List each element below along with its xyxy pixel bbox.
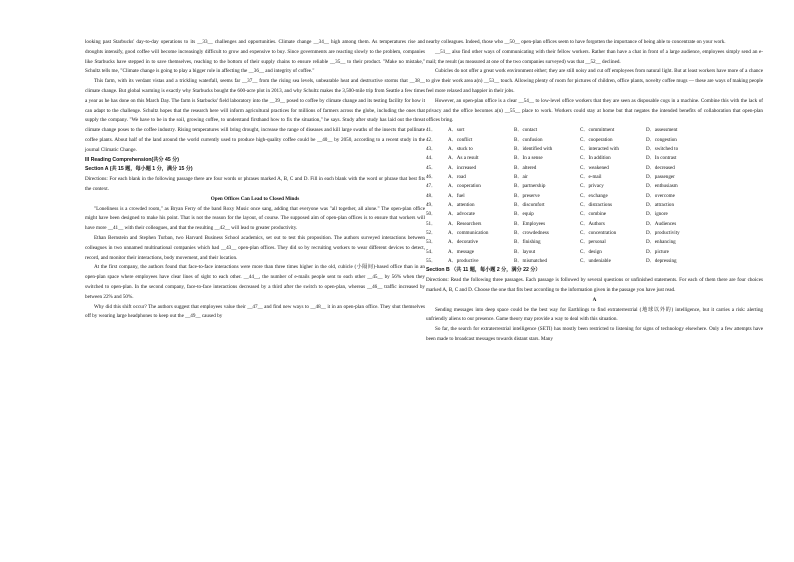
passage-paragraph: Cubicles do not offer a great work environment either; they are still noisy and cut off employees from natural light. But at least workers have more of a chance to give their work area a(n) __53__ touch. Allowing plenty of room for pictures of children, office plants, novelty coffee mugs — these are ways of making people feel more relaxed and happier in their jobs.: [426, 68, 763, 94]
option-c: C．cooperation: [580, 136, 613, 143]
option-row: [426, 173, 763, 182]
option-d: D．Audiences: [646, 220, 677, 227]
question-number: 53．: [426, 239, 437, 246]
passage-title: Open Offices Can Lead to Closed Minds: [210, 195, 300, 202]
question-number: 49．: [426, 201, 437, 208]
options-table: [426, 126, 763, 266]
question-number: 48．: [426, 192, 437, 199]
option-b: B．In a sense: [514, 155, 543, 162]
passage-paragraph: This farm, with its verdant vistas and a trickling waterfall, seems far __37__ from the rising sea levels, unbearable heat and destructive storms that __38__ climate change. But global warming is exactly why Starbucks bought the 600-acre plot in 2013, and why Schultz makes the 3,500-mile trip from Seattle a few times a year as he has done on this March Day. The farm is Starbucks' field laboratory into the __39__ posed to coffee by climate change and its testing facility for how it can adapt to the challenge. Schultz hopes that the research here will inform agricultural practices for millions of farmers across the globe, including the ones that supply the company. "We have to be in the soil, growing coffee, to understand firsthand how to fix the situation," he says. Study after study has laid out the threat climate change poses to the coffee industry. Rising temperatures will bring drought, increase the range of diseases and kill large swaths of the insects that pollinate coffee plants. About half of the land around the world currently used to produce high-quality coffee could be __40__ by 2050, according to a recent study in the journal Climatic Change.: [85, 78, 425, 153]
option-d: D．In contrast: [646, 155, 677, 162]
option-row: [426, 201, 763, 210]
option-d: D．enthusiasm: [646, 183, 678, 190]
option-c: C．exchange: [580, 192, 608, 199]
option-d: D．switched to: [646, 145, 679, 152]
option-row: [426, 229, 763, 238]
passage-paragraph: Sending messages into deep space could be the best way for Earthlings to find extraterrestrial (地球以外的) intelligence, but it carries a risk: alerting unfriendly aliens to our presence. Game theory may provide a way to deal with this situation.: [426, 306, 763, 323]
option-d: D．productivity: [646, 229, 680, 236]
left-column: [85, 38, 425, 322]
option-row: [426, 154, 763, 163]
option-b: B．confusion: [514, 136, 543, 143]
option-d: D．enhancing: [646, 239, 676, 246]
option-c: C．undeniable: [580, 257, 611, 264]
option-a: A．communication: [448, 229, 489, 236]
option-b: B．partnership: [514, 183, 546, 190]
option-a: A．advocate: [448, 211, 475, 218]
question-number: 55．: [426, 257, 437, 264]
option-c: C．distractions: [580, 201, 612, 208]
directions-text: Directions: Read the following three passages. Each passage is followed by several questions or unfinished statements. For each of them there are four choices marked A, B, C and D. Choose the one that fits best according to the information given in the passage you have just read.: [426, 277, 763, 293]
passage-paragraph: At the first company, the authors found that face-to-face interactions were more than three times higher in the old, cubicle (小隔间)-based office than in an open-plan space where employees have clear lines of sight to each other. __44__, the number of e-mails people sent to each other __45__ by 56% when they switched to open-plan. In the second company, face-to-face interactions decreased by a third after the switch to open-plan, whereas __46__ traffic increased by between 22% and 50%.: [85, 264, 425, 300]
option-b: B．equip: [514, 211, 534, 218]
option-d: D．congestion: [646, 136, 677, 143]
option-row: [426, 136, 763, 145]
option-a: A．productive: [448, 257, 479, 264]
passage-paragraph: looking past Starbucks' day-to-day operations to its __33__ challenges and opportunities. Climate change __34__ high among them. As temperatures rise and droughts intensify, good coffee will become increasingly difficult to grow and expensive to buy. Since governments are reacting slowly to the problem, companies like Starbucks have stepped in to save themselves, reaching to the bottom of their supply chains to ensure reliable __35__ to their product. "Make no mistake," Schultz tells me, "Climate change is going to play a bigger role in affecting the __36__ and integrity of coffee.": [85, 39, 425, 75]
question-number: 47．: [426, 183, 437, 190]
option-row: [426, 210, 763, 219]
option-a: A．As a result: [448, 155, 479, 162]
passage-paragraph: Why did this shift occur? The authors suggest that employees value their __47__ and find new ways to __48__ it in an open-plan office. They shut themselves off by wearing large headphones to keep out the __49__ caused by: [85, 303, 425, 320]
option-c: C．privacy: [580, 183, 604, 190]
right-column: [426, 38, 763, 345]
option-a: A．attention: [448, 201, 475, 208]
passage-paragraph: __51__ also find other ways of communicating with their fellow workers. Rather than have a chat in front of a large audience, employees simply send an e-mail; the result (as measured at one of the two companies surveyed) was that __52__ declined.: [426, 48, 763, 65]
option-row: [426, 126, 763, 135]
question-number: 51．: [426, 220, 437, 227]
option-d: D．attraction: [646, 201, 675, 208]
question-number: 45．: [426, 164, 437, 171]
option-a: A．decorative: [448, 239, 478, 246]
directions-text: Directions: For each blank in the following passage there are four words or phrases marked A, B, C and D. Fill in each blank with the word or phrase that best fits the context.: [85, 176, 425, 192]
question-number: 52．: [426, 229, 437, 236]
option-b: B．air: [514, 173, 528, 180]
option-row: [426, 182, 763, 191]
option-c: C．weakened: [580, 164, 609, 171]
option-c: C．In addition: [580, 155, 611, 162]
option-b: B．mismatched: [514, 257, 548, 264]
option-b: B．Employees: [514, 220, 546, 227]
option-row: [426, 145, 763, 154]
option-b: B．crowdedness: [514, 229, 549, 236]
option-c: C．Authors: [580, 220, 605, 227]
section-b-heading: Section B （共 11 题，每小题 2 分，满分 22 分）: [426, 267, 541, 274]
section-a-heading: Section A (共 15 题，每小题 1 分，满分 15 分): [85, 166, 193, 173]
option-a: A．fuel: [448, 192, 465, 199]
option-c: C．concentration: [580, 229, 617, 236]
passage-paragraph: nearby colleagues. Indeed, those who __50__ open-plan offices seem to have forgotten the importance of being able to concentrate on your work.: [426, 39, 726, 45]
option-b: B．discomfort: [514, 201, 545, 208]
option-c: C．personal: [580, 239, 606, 246]
passage-paragraph: However, an open-plan office is a clear __54__ to low-level office workers that they are seen as disposable cogs in a machine. Combine this with the lack of privacy and the office becomes a(n) __55__ place to work. Workers could stay at home but that negates the intended benefits of collaboration that open-plan offices bring.: [426, 97, 763, 124]
option-c: C．design: [580, 248, 602, 255]
option-a: A．Researchers: [448, 220, 482, 227]
question-number: 41．: [426, 127, 437, 134]
option-d: D．passenger: [646, 173, 675, 180]
option-row: [426, 238, 763, 247]
option-d: D．overcome: [646, 192, 675, 199]
option-a: A．road: [448, 173, 466, 180]
option-c: C．e-mail: [580, 173, 602, 180]
option-a: A．stuck to: [448, 145, 473, 152]
option-b: B．contact: [514, 127, 538, 134]
option-row: [426, 192, 763, 201]
option-d: D．assessment: [646, 127, 678, 134]
option-d: D．ignore: [646, 211, 668, 218]
option-a: A．increased: [448, 164, 477, 171]
option-a: A．conflict: [448, 136, 473, 143]
option-a: A．cooperation: [448, 183, 481, 190]
question-number: 43．: [426, 145, 437, 152]
option-a: A．sort: [448, 127, 465, 134]
question-number: 44．: [426, 155, 437, 162]
option-d: D．decreased: [646, 164, 675, 171]
question-number: 42．: [426, 136, 437, 143]
option-row: [426, 248, 763, 257]
option-b: B．preserve: [514, 192, 540, 199]
option-row: [426, 164, 763, 173]
option-b: B．identified with: [514, 145, 553, 152]
option-b: B．altered: [514, 164, 537, 171]
option-c: C．combine: [580, 211, 607, 218]
section-heading: III Reading Comprehension(共分 45 分): [85, 156, 179, 163]
passage-paragraph: So far, the search for extraterrestrial intelligence (SETI) has mostly been restricted to listening for signs of technology elsewhere. Only a few attempts have been made to broadcast messages towards distant stars. Many: [426, 326, 763, 342]
option-a: A．message: [448, 248, 475, 255]
passage-label: A: [592, 296, 597, 303]
option-row: [426, 257, 763, 266]
option-b: B．layout: [514, 248, 536, 255]
option-b: B．finishing: [514, 239, 541, 246]
option-d: D．picture: [646, 248, 669, 255]
question-number: 50．: [426, 211, 437, 218]
question-number: 54．: [426, 248, 437, 255]
passage-paragraph: "Loneliness is a crowded room," as Bryan Ferry of the band Roxy Music once sang, adding that everyone was "all together, all alone." The open-plan office might have been designed to make his point. That is not the reason for the layout, of course. The supposed aim of open-plan offices is to ensure that workers will have more __41__ with their colleagues, and that the resulting __42__ will lead to greater productivity.: [85, 205, 425, 232]
option-c: C．commitment: [580, 127, 615, 134]
option-d: D．depressing: [646, 257, 677, 264]
passage-paragraph: Ethan Bernstein and Stephen Turban, two Harvard Business School academics, set out to test this proposition. The authors surveyed interactions between colleagues in two unnamed multinational companies which had __43__ open-plan offices. They did so by recruiting workers to wear different devices to detect, record, and monitor their interactions, body movement, and their location.: [85, 234, 425, 261]
question-number: 46．: [426, 173, 437, 180]
option-row: [426, 220, 763, 229]
option-c: C．interacted with: [580, 145, 619, 152]
